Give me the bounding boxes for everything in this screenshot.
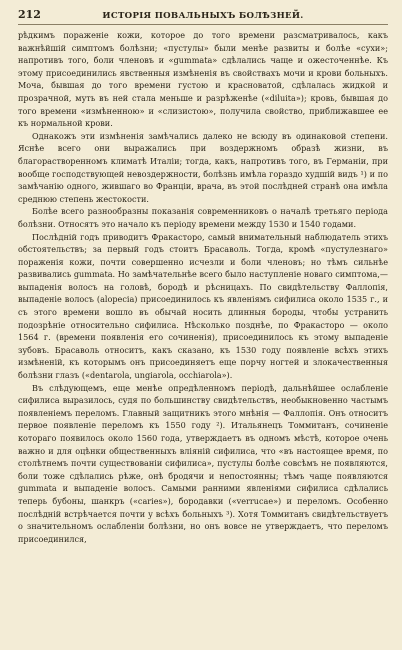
running-title: ИСТОРІЯ ПОВАЛЬНЫХЪ БОЛѢЗНЕЙ. <box>102 11 304 21</box>
paragraph: Въ слѣдующемъ, еще менѣе опредѣленномъ періодѣ, дальнѣйшее ослабленіе сифилиса выразилось, судя по большинству свидѣтельствъ, необыкновенно частымъ появленіемъ переломъ. Главный защитникъ этого мнѣнія — Фаллопія. Онъ относитъ первое появленіе переломъ къ 1550 году ²). Итальянецъ Томмитанъ, сочиненіе котораго появилось около 1560 года, утверждаетъ въ одномъ мѣстѣ, которое очень важно и для оцѣнки общественныхъ вліяній сифилиса, что «въ настоящее время, по столѣтнемъ почти существованіи сифилиса», пустулы болѣе совсѣмъ не появляются, боли тоже сдѣлались рѣже, онѣ бродячи и непостоянны; тѣмъ чаще появляются gummata и выпаденіе волосъ. Самыми ранними явленіями сифилиса сдѣлались теперь бубоны, шанкръ («caries»), бородавки («verrucae») и переломъ. Особенно послѣдній встрѣчается почти у всѣхъ больныхъ ³). Хотя Томмитанъ свидѣтельствуетъ о значительномъ ослабленіи болѣзни, но онъ вовсе не утверждаетъ, что переломъ присоединился, <box>18 382 388 544</box>
page-number: 212 <box>18 8 41 21</box>
paragraph: Болѣе всего разнообразны показанія современниковъ о началѣ третьяго періода болѣзни. Относятъ это начало къ періоду времени между 1530 и 1540 годами. <box>18 206 388 229</box>
paragraph: рѣдкимъ пораженіе кожи, которое до того времени разсматривалось, какъ важнѣйшій симптомъ болѣзни; «пустулы» были менѣе развиты и болѣе «сухи»; напротивъ того, боли членовъ и «gummata» сдѣлались чаще и ожесточеннѣе. Къ этому присоединились явственныя измѣненія въ свойствахъ мочи и крови больныхъ. Моча, бывшая до того времени густою и красноватой, сдѣлалась жидкой и прозрачной, муть въ ней стала меньше и разрѣженѣе («diluita»); кровь, бывшая до того времени «измѣненною» и «слизистою», получила свойство, приближавшее ее къ нормальной крови. <box>18 30 388 129</box>
paragraph: Однакожъ эти измѣненія замѣчались далеко не всюду въ одинаковой степени. Яснѣе всего они выражались при воздержномъ образѣ жизни, въ благорастворенномъ климатѣ Италіи; тогда, какъ, напротивъ того, въ Германіи, при вообще господствующей невоздержности, болѣзнь имѣла гораздо худшій видъ ¹) и по замѣчанію одного, жившаго во Франціи, врача, въ этой послѣдней странѣ она имѣла среднюю степень жестокости. <box>18 130 388 204</box>
page-header <box>18 8 388 25</box>
paragraph: Послѣдній годъ приводитъ Фракасторо, самый внимательный наблюдатель этихъ обстоятельствъ; за первый годъ стоитъ Брасаволь. Тогда, кромѣ «пустулезнаго» пораженія кожи, почти совершенно исчезли и боли членовъ; но тѣмъ сильнѣе развивались gummata. Но замѣчательнѣе всего было наступленіе новаго симптома,—выпаденія волосъ на головѣ, бородѣ и рѣсницахъ. По свидѣтельству Фаллопія, выпаденіе волосъ (alopecia) присоединилось къ явленіямъ сифилиса около 1535 г., и съ этого времени вошло въ обычай носить длинныя бороды, чтобы устранить подозрѣніе относительно сифилиса. Нѣсколько позднѣе, по Фракасторо — около 1564 г. (времени появленія его сочиненія), присоединилось къ этому выпаденіе зубовъ. Брасаволь относитъ, какъ сказано, къ 1530 году появленіе всѣхъ этихъ измѣненій, къ которымъ онъ присоединяетъ еще порчу ногтей и злокачественныя болѣзни глазъ («dentarola, ungiarola, occhiarola»). <box>18 231 388 381</box>
page-body <box>18 29 388 545</box>
